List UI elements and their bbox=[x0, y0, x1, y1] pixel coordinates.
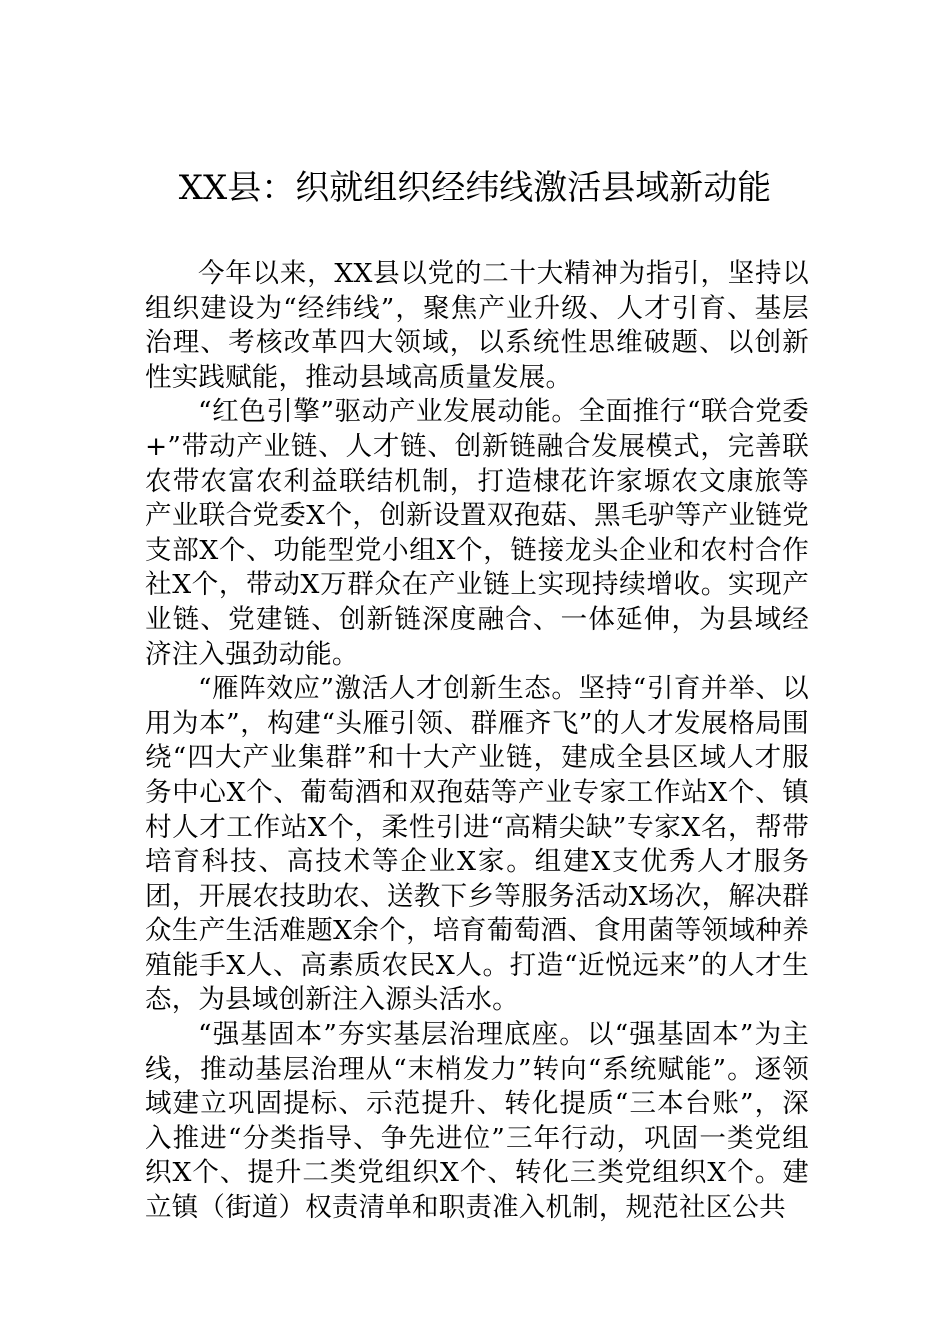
paragraph-industry: “红色引擎”驱动产业发展动能。全面推行“联合党委+”带动产业链、人才链、创新链融合发展模式，完善联农带农富农利益联结机制，打造棣花许家塬农文康旅等产业联合党委X个，创新设置双孢菇、黑毛驴等产业链党支部X个、功能型党小组X个，链接龙头企业和农村合作社X个，带动X万群众在产业链上实现持续增收。实现产业链、党建链、创新链深度融合、一体延伸，为县域经济注入强劲动能。 bbox=[145, 396, 809, 670]
paragraph-intro: 今年以来，XX县以党的二十大精神为指引，坚持以组织建设为“经纬线”，聚焦产业升级、人才引育、基层治理、考核改革四大领域，以系统性思维破题、以创新性实践赋能，推动县域高质量发展。 bbox=[145, 258, 809, 393]
document-title: XX县：织就组织经纬线激活县域新动能 bbox=[178, 168, 772, 208]
paragraph-talent: “雁阵效应”激活人才创新生态。坚持“引育并举、以用为本”，构建“头雁引领、群雁齐飞”的人才发展格局围绕“四大产业集群”和十大产业链，建成全县区域人才服务中心X个、葡萄酒和双孢菇等产业专家工作站X个、镇村人才工作站X个，柔性引进“高精尖缺”专家X名，帮带培育科技、高技术等企业X家。组建X支优秀人才服务团，开展农技助农、送教下乡等服务活动X场次，解决群众生产生活难题X余个，培育葡萄酒、食用菌等领域种养殖能手X人、高素质农民X人。打造“近悦远来”的人才生态，为县域创新注入源头活水。 bbox=[145, 673, 809, 1016]
paragraph-governance: “强基固本”夯实基层治理底座。以“强基固本”为主线，推动基层治理从“末梢发力”转向“系统赋能”。逐领域建立巩固提标、示范提升、转化提质“三本台账”，深入推进“分类指导、争先进位”三年行动，巩固一类党组织X个、提升二类党组织X个、转化三类党组织X个。建立镇（街道）权责清单和职责准入机制，规范社区公共 bbox=[145, 1019, 809, 1224]
document-body bbox=[145, 257, 809, 1226]
